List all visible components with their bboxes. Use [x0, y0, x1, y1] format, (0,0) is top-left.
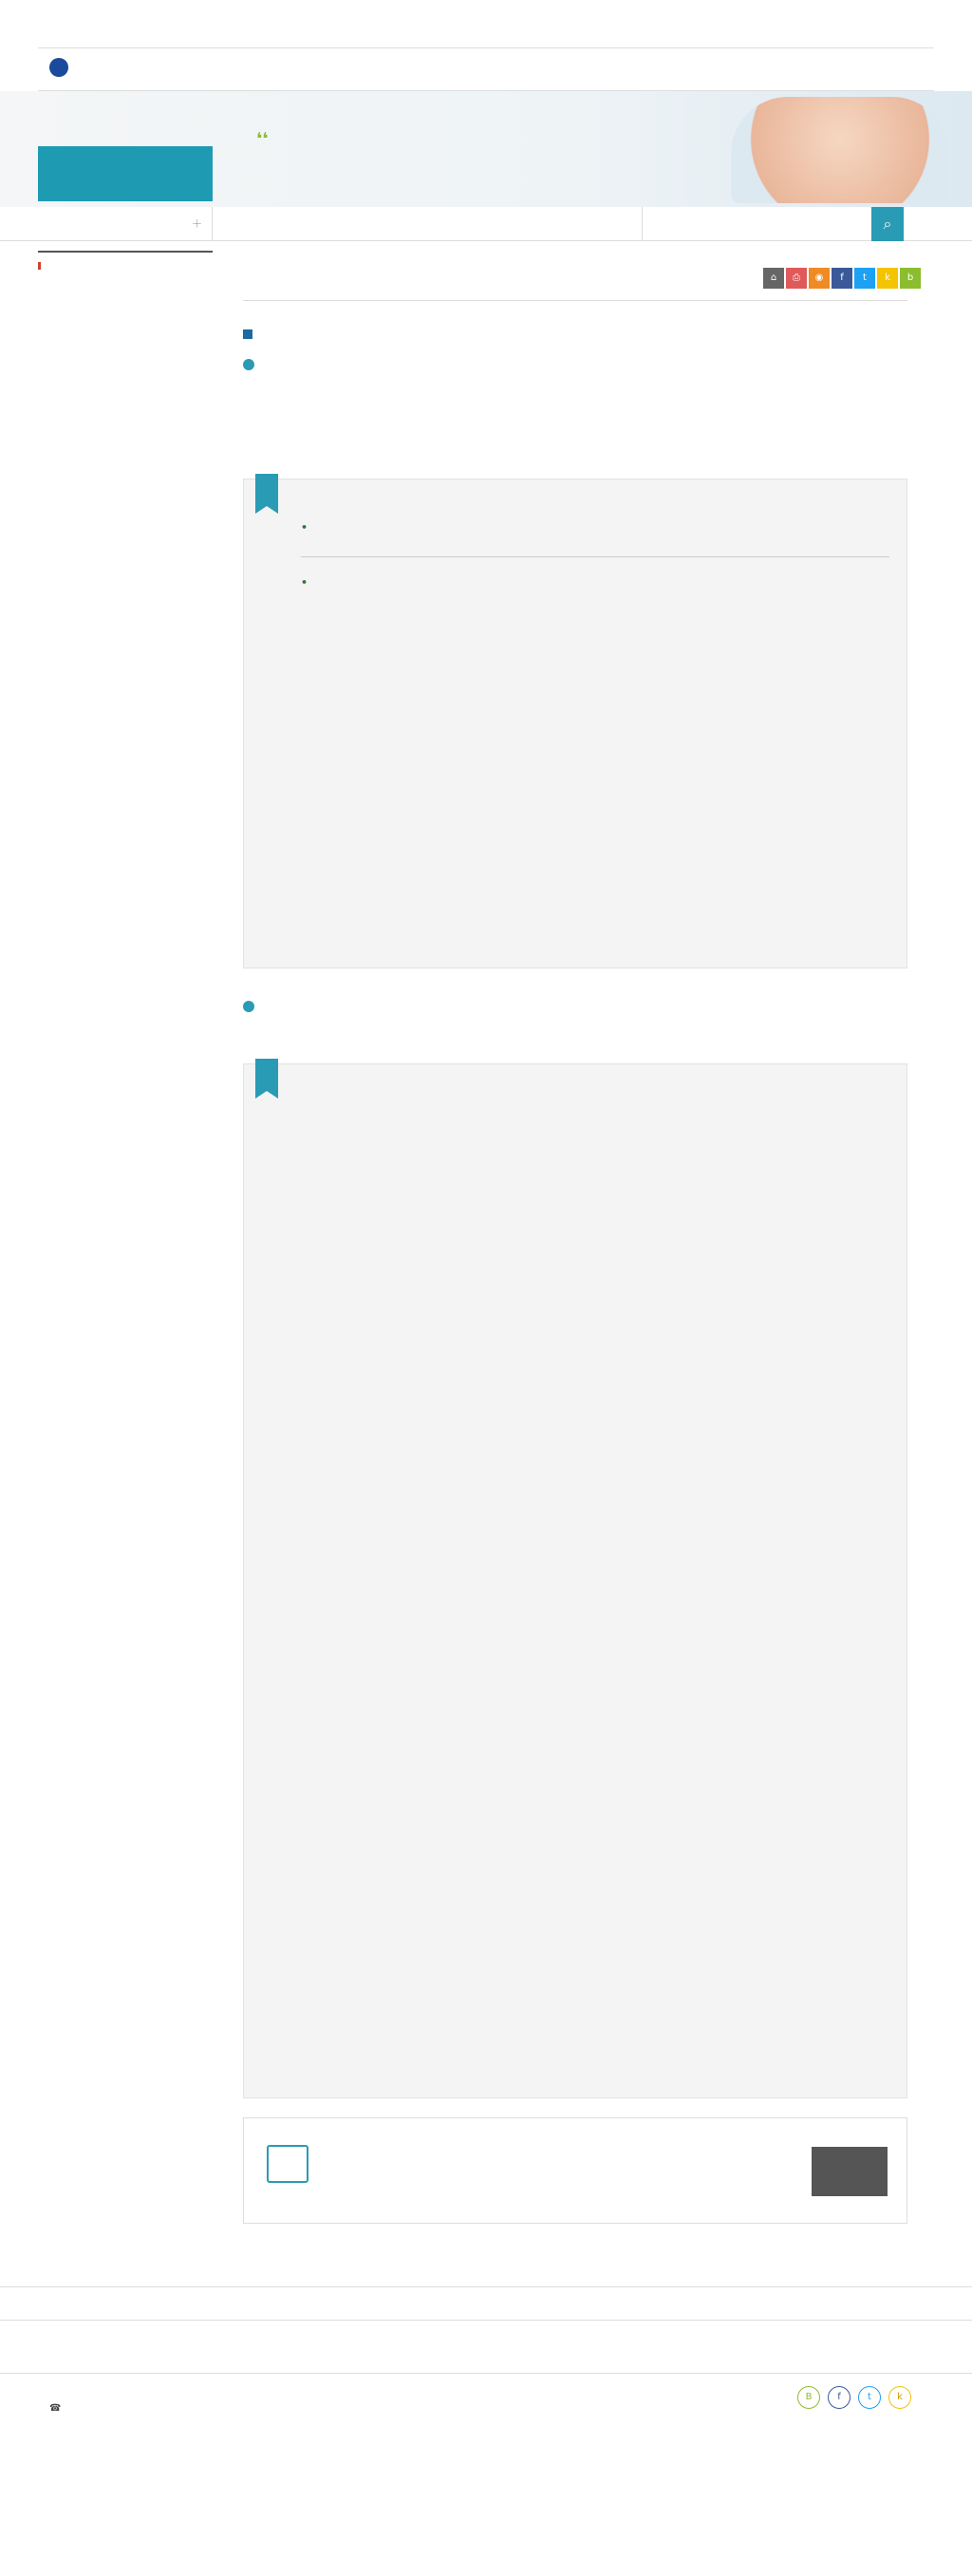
facebook-icon[interactable]: f — [828, 2386, 850, 2409]
mail-icon — [267, 2145, 308, 2183]
subheading-employment — [301, 576, 889, 589]
lnb-current-item[interactable] — [38, 262, 213, 270]
site-logo[interactable] — [49, 58, 74, 77]
submit-button[interactable] — [812, 2147, 888, 2196]
facebook-icon[interactable]: f — [832, 268, 852, 289]
section-worker-heading — [243, 999, 258, 1012]
hands-family-illustration — [731, 97, 949, 203]
bullet-icon — [243, 1001, 254, 1012]
sub-visual — [0, 91, 972, 207]
kakao-icon[interactable]: k — [888, 2386, 911, 2409]
content-heading — [243, 327, 258, 341]
rss-icon[interactable]: ◉ — [809, 268, 830, 289]
left-nav — [38, 251, 213, 279]
search-input[interactable] — [642, 207, 904, 241]
bullet-icon — [243, 359, 254, 370]
blog-icon[interactable]: B — [797, 2386, 820, 2409]
share-buttons — [763, 268, 921, 289]
bookmark-icon — [255, 1059, 278, 1091]
satisfaction-survey — [243, 2117, 907, 2224]
blog-icon[interactable]: b — [900, 268, 921, 289]
slogan: ❛❛ — [256, 129, 269, 149]
twitter-icon[interactable]: t — [858, 2386, 881, 2409]
logo-emblem-icon — [49, 58, 68, 77]
section-title — [38, 146, 213, 201]
print-icon[interactable]: ⎙ — [786, 268, 807, 289]
plus-icon: ＋ — [192, 217, 202, 230]
subheading-industrial — [301, 521, 889, 534]
section-workplace-heading — [243, 357, 258, 370]
footer — [0, 2286, 972, 2576]
location-section[interactable] — [38, 207, 213, 241]
twitter-icon[interactable]: t — [854, 268, 875, 289]
excluded-worker-box — [243, 1063, 907, 2098]
home-icon[interactable]: ⌂ — [763, 268, 784, 289]
excluded-business-box — [243, 479, 907, 968]
bookmark-icon — [255, 474, 278, 506]
kakao-icon[interactable]: k — [877, 268, 898, 289]
global-nav — [38, 47, 934, 91]
search-icon[interactable]: ⌕ — [871, 207, 904, 241]
top-utility-bar — [0, 0, 972, 42]
footer-address: ☎ — [49, 2403, 62, 2414]
